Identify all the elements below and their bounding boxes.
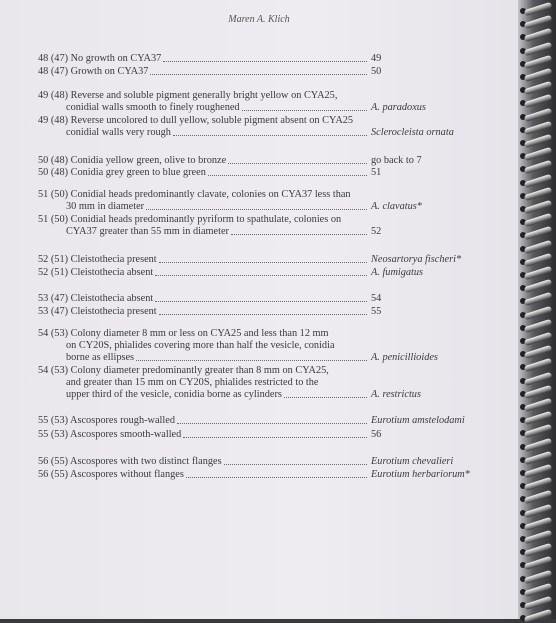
key-entry-line [38,189,478,201]
key-entry-line [38,429,478,441]
key-entry-line [38,254,478,266]
key-entry-49b [38,115,478,139]
spiral-coil [524,490,552,504]
dot-leader [159,314,367,315]
key-entry-line [38,267,478,279]
spiral-coil [524,226,552,240]
dot-leader [208,175,367,176]
key-entry-53a [38,293,478,305]
couplet-text: 52 (51) Cleistothecia present [38,254,157,265]
spiral-coil [524,134,552,148]
key-entry-line [38,415,478,427]
couplet-text: 54 (53) Colony diameter predominantly greater than 8 mm on CYA25, [38,365,329,376]
key-entry-line [38,102,478,114]
key-entry-line [38,167,478,179]
dot-leader [242,110,367,111]
spiral-coil [524,319,552,333]
key-entry-line [38,127,478,139]
couplet-text: 55 (53) Ascospores rough-walled [38,415,175,426]
spiral-coil [524,305,552,319]
key-entry-line [38,115,478,127]
spiral-coil [524,2,552,16]
key-entry-line [38,155,478,167]
key-result: A. clavatus* [371,201,422,212]
couplet-text: 56 (55) Ascospores with two distinct flanges [38,456,222,467]
spiral-coil [524,28,552,42]
key-entry-line [38,201,478,213]
spiral-coil [524,41,552,55]
key-result: Eurotium chevalieri [371,456,454,467]
dot-leader [155,275,367,276]
key-entry-53b [38,306,478,318]
key-entry-51a [38,189,478,213]
key-entry-line [38,90,478,102]
dot-leader [146,209,367,210]
spiral-coil [524,121,552,135]
key-result: 52 [371,226,382,237]
couplet-text: 50 (48) Conidia yellow green, olive to bronze [38,155,227,166]
spiral-coil [524,200,552,214]
spiral-binding [518,0,556,619]
spiral-coil [524,187,552,201]
key-entry-line [38,340,478,352]
dot-leader [228,163,367,164]
couplet-text-continued: borne as ellipses [66,352,135,363]
key-entry-54b [38,365,478,401]
key-entry-line [38,226,478,238]
key-entry-line [38,293,478,305]
couplet-text: 51 (50) Conidial heads predominantly clavate, colonies on CYA37 less than [38,189,351,200]
spiral-coil [524,15,552,29]
spiral-coil [524,530,552,544]
dot-leader [186,477,367,478]
couplet-text: 51 (50) Conidial heads predominantly pyriform to spathulate, colonies on [38,214,342,225]
key-result: 55 [371,306,382,317]
key-entry-line [38,456,478,468]
couplet-text: 48 (47) No growth on CYA37 [38,53,162,64]
spiral-coil [524,55,552,69]
key-result: go back to 7 [371,155,422,166]
key-result: A. restrictus [371,389,421,400]
couplet-text: 50 (48) Conidia grey green to blue green [38,167,206,178]
couplet-text-continued: on CY20S, phialides covering more than half the vesicle, conidia [66,340,335,351]
spiral-coil [524,464,552,478]
running-header: Maren A. Klich [228,14,290,25]
key-entry-line [38,389,478,401]
spiral-coil [524,556,552,570]
key-entry-line [38,306,478,318]
dot-leader [150,74,367,75]
key-result: 50 [371,66,382,77]
key-entry-line [38,352,478,364]
key-entry-55b [38,429,478,441]
spiral-coil [524,543,552,557]
spiral-coil [524,451,552,465]
spiral-coil [524,94,552,108]
key-result: Eurotium herbariorum* [371,469,470,480]
key-result: 56 [371,429,382,440]
key-result: A. paradoxus [371,102,426,113]
key-entry-50b [38,167,478,179]
spiral-coil [524,503,552,517]
couplet-text: 52 (51) Cleistothecia absent [38,267,154,278]
spiral-coil [524,371,552,385]
couplet-text: 54 (53) Colony diameter 8 mm or less on CYA25 and less than 12 mm [38,328,329,339]
spiral-coil [524,160,552,174]
spiral-coil [524,583,552,597]
spiral-coil [524,437,552,451]
dot-leader [224,464,367,465]
key-entry-50a [38,155,478,167]
key-result: 54 [371,293,382,304]
spiral-coil [524,213,552,227]
spiral-coil [524,332,552,346]
spiral-coil [524,424,552,438]
spiral-coil [524,292,552,306]
couplet-text: 53 (47) Cleistothecia absent [38,293,154,304]
spiral-coil [524,596,552,610]
couplet-text-continued: and greater than 15 mm on CY20S, phialides restricted to the [66,377,319,388]
spiral-coil [524,239,552,253]
spiral-coil [524,517,552,531]
couplet-text-continued: conidial walls smooth to finely roughened [66,102,240,113]
spiral-coil [524,411,552,425]
dot-leader [155,301,367,302]
key-entry-line [38,66,478,78]
key-entry-55a [38,415,478,427]
key-result: Neosartorya fischeri* [371,254,462,265]
spiral-coil [524,477,552,491]
key-entry-48b [38,66,478,78]
key-entry-line [38,469,478,481]
couplet-text: 55 (53) Ascospores smooth-walled [38,429,182,440]
key-entry-49a [38,90,478,114]
couplet-text-continued: upper third of the vesicle, conidia borne as cylinders [66,389,282,400]
key-entry-48a [38,53,478,65]
key-entry-56a [38,456,478,468]
dot-leader [177,423,367,424]
key-result: 49 [371,53,382,64]
dot-leader [284,397,367,398]
key-result: Eurotium amstelodami [371,415,465,426]
key-entry-56b [38,469,478,481]
spiral-coil [524,385,552,399]
spiral-coil [524,266,552,280]
couplet-text: 56 (55) Ascospores without flanges [38,469,184,480]
couplet-text-continued: conidial walls very rough [66,127,171,138]
key-result: 51 [371,167,382,178]
couplet-text: 48 (47) Growth on CYA37 [38,66,149,77]
couplet-text: 53 (47) Cleistothecia present [38,306,157,317]
spiral-coil [524,609,552,623]
key-entry-line [38,365,478,377]
spiral-coil [524,345,552,359]
key-entry-line [38,377,478,389]
dot-leader [183,437,367,438]
couplet-text: 49 (48) Reverse and soluble pigment generally bright yellow on CYA25, [38,90,338,101]
spiral-coil [524,569,552,583]
dot-leader [173,135,367,136]
dot-leader [163,61,367,62]
spiral-coil [524,81,552,95]
spiral-coil [524,107,552,121]
spiral-coil [524,253,552,267]
key-result: A. fumigatus [371,267,424,278]
key-entry-51b [38,214,478,238]
spiral-coil [524,398,552,412]
couplet-text-continued: CYA37 greater than 55 mm in diameter [66,226,229,237]
spiral-coil [524,68,552,82]
spiral-coil [524,279,552,293]
key-entry-54a [38,328,478,364]
key-entry-line [38,328,478,340]
dot-leader [159,262,367,263]
spiral-coil [524,147,552,161]
couplet-text-continued: 30 mm in diameter [66,201,145,212]
key-entry-52b [38,267,478,279]
key-result: Sclerocleista ornata [371,127,454,138]
key-entry-52a [38,254,478,266]
spiral-coil [524,358,552,372]
key-entry-line [38,53,478,65]
key-entry-line [38,214,478,226]
dot-leader [231,234,367,235]
spiral-coil [524,173,552,187]
dot-leader [136,360,367,361]
key-result: A. penicillioides [371,352,438,363]
couplet-text: 49 (48) Reverse uncolored to dull yellow, soluble pigment absent on CYA25 [38,115,354,126]
